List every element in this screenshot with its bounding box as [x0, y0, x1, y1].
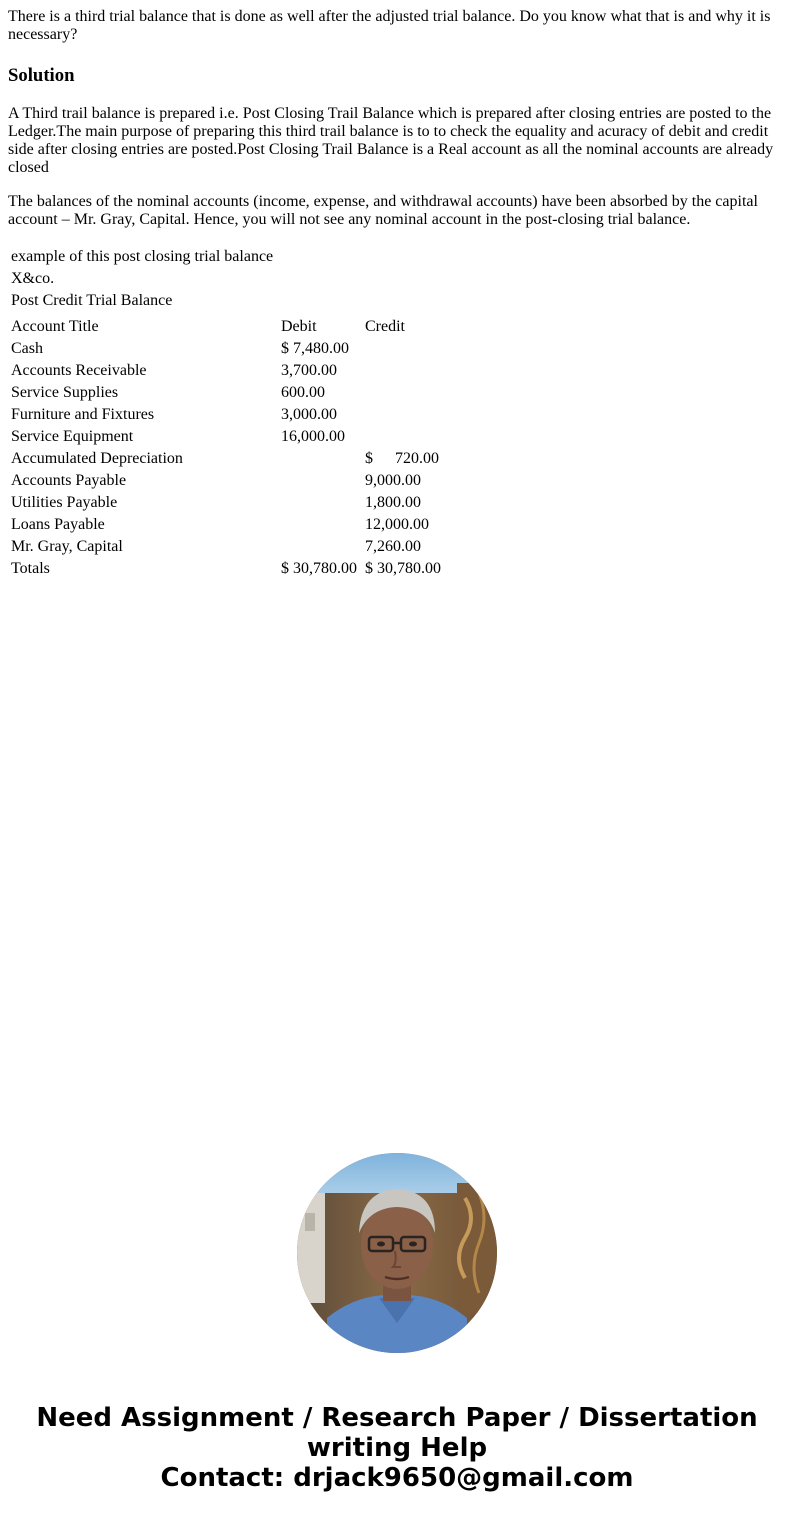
credit-cell: 9,000.00: [365, 472, 421, 489]
account-title-cell: Service Supplies: [11, 384, 119, 401]
table-row: [8, 492, 448, 514]
credit-cell: 1,800.00: [365, 494, 421, 511]
debit-cell: $ 7,480.00: [281, 340, 349, 357]
account-title-cell: Accumulated Depreciation: [11, 450, 183, 467]
credit-cell: [362, 360, 448, 382]
question-text: There is a third trial balance that is done as well after the adjusted trial balance. Do you know what that is and why it is necessary?: [8, 8, 771, 43]
solution-heading: Solution: [8, 65, 75, 86]
table-row: [8, 404, 448, 426]
account-title-cell: Accounts Payable: [11, 472, 127, 489]
table-caption-row: [8, 246, 448, 268]
table-caption-line: example of this post closing trial balance: [11, 248, 274, 265]
promo-line-1: Need Assignment / Research Paper / Dissertation: [36, 1403, 758, 1433]
debit-cell: [278, 448, 362, 470]
solution-paragraph-1: A Third trail balance is prepared i.e. Post Closing Trail Balance which is prepared after closing entries are posted to the Ledger.The main purpose of preparing this third trail balance is to to check the equality and acuracy of debit and credit side after closing entries are posted.Post Closing Trail Balance is a Real account as all the nominal accounts are already closed: [8, 105, 774, 176]
credit-cell: [362, 382, 448, 404]
credit-cell: 12,000.00: [365, 516, 429, 533]
table-row: [8, 426, 448, 448]
table-caption-row: [8, 268, 448, 290]
table-totals-row: [8, 558, 448, 580]
credit-amount: 720.00: [395, 450, 439, 467]
table-row: [8, 382, 448, 404]
header-credit: Credit: [365, 318, 405, 335]
account-title-cell: Loans Payable: [11, 516, 105, 533]
table-row: [8, 360, 448, 382]
debit-cell: [278, 492, 362, 514]
account-title-cell: Utilities Payable: [11, 494, 118, 511]
account-title-cell: Cash: [11, 340, 43, 357]
debit-cell: [278, 536, 362, 558]
promo-contact-line: Contact: drjack9650@gmail.com: [160, 1463, 634, 1493]
credit-cell: [362, 338, 448, 360]
credit-cell: [362, 426, 448, 448]
debit-cell: [278, 470, 362, 492]
debit-cell: [278, 514, 362, 536]
credit-cell: [362, 448, 448, 470]
table-report-title: Post Credit Trial Balance: [11, 292, 173, 309]
author-portrait-photo: [297, 1153, 497, 1353]
promo-banner: [0, 1403, 794, 1493]
account-title-cell: Accounts Receivable: [11, 362, 147, 379]
table-row: [8, 448, 448, 470]
debit-cell: 600.00: [281, 384, 325, 401]
table-row: [8, 536, 448, 558]
credit-cell: [362, 404, 448, 426]
account-title-cell: Mr. Gray, Capital: [11, 538, 123, 555]
table-company-name: X&co.: [11, 270, 55, 287]
header-debit: Debit: [281, 318, 317, 335]
header-account-title: Account Title: [11, 318, 99, 335]
table-caption-row: [8, 290, 448, 312]
debit-cell: 3,000.00: [281, 406, 337, 423]
credit-cell: 7,260.00: [365, 538, 421, 555]
table-row: [8, 514, 448, 536]
promo-line-2: writing Help: [306, 1433, 488, 1463]
account-title-cell: Furniture and Fixtures: [11, 406, 155, 423]
table-header-row: [8, 312, 448, 338]
post-closing-trial-balance-table: [8, 246, 448, 580]
solution-paragraph-2: The balances of the nominal accounts (income, expense, and withdrawal accounts) have been absorbed by the capital account – Mr. Gray, Capital. Hence, you will not see any nominal account in the post-closing trial balance.: [8, 193, 758, 228]
table-row: [8, 470, 448, 492]
account-title-cell: Totals: [11, 560, 50, 577]
credit-dollar-sign: $: [365, 450, 373, 467]
credit-total-cell: $ 30,780.00: [365, 560, 441, 577]
document-body: [8, 8, 778, 580]
debit-total-cell: $ 30,780.00: [281, 560, 357, 577]
portrait-illustration: [297, 1153, 497, 1353]
account-title-cell: Service Equipment: [11, 428, 134, 445]
debit-cell: 16,000.00: [281, 428, 345, 445]
table-row: [8, 338, 448, 360]
debit-cell: 3,700.00: [281, 362, 337, 379]
